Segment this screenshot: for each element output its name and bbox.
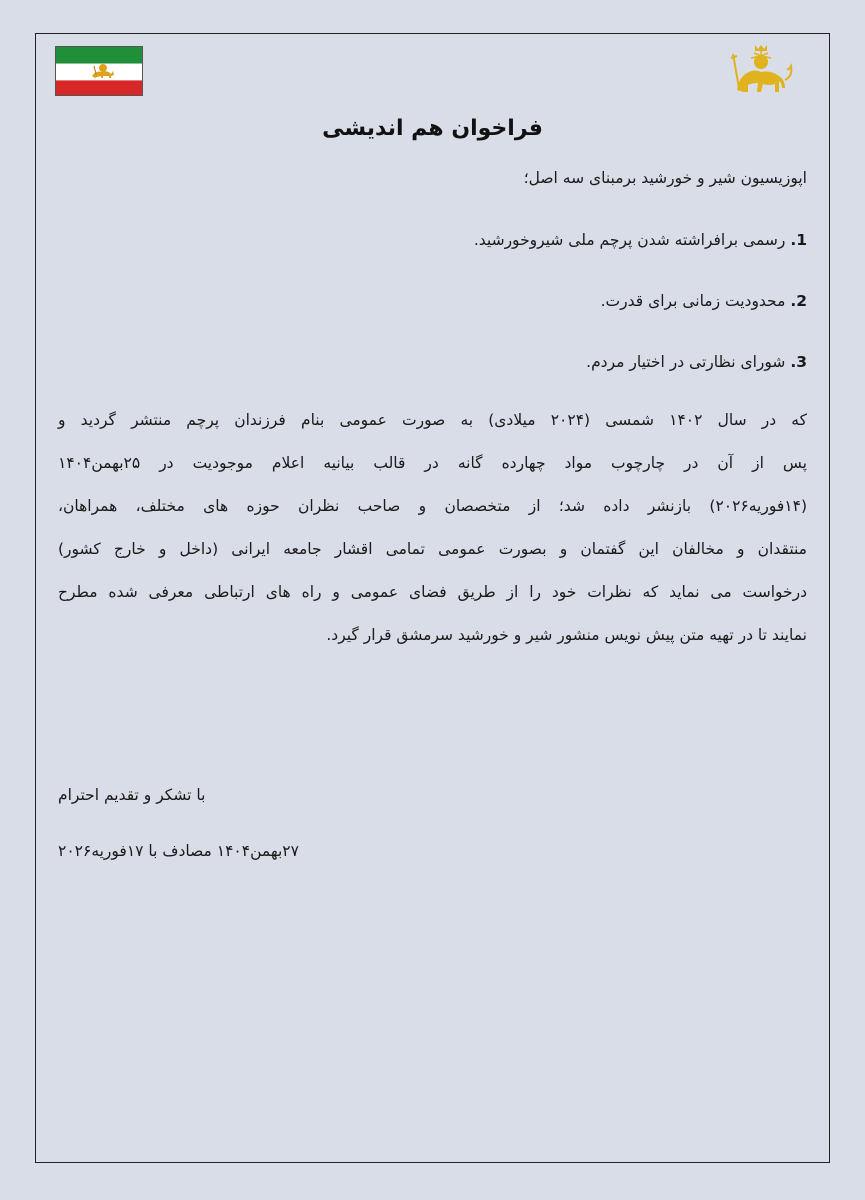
- document-page: [35, 33, 830, 1163]
- paragraph-line-6: نمایند تا در تهیه متن پیش نویس منشور شیر و خورشید سرمشق قرار گیرد.: [326, 626, 807, 644]
- paragraph-line-4: منتقدان و مخالفان این گفتمان و بصورت عمومی تمامی اقشار جامعه ایرانی (داخل و خارج کشور): [58, 540, 807, 558]
- principle-2-text: محدودیت زمانی برای قدرت.: [600, 292, 786, 310]
- date-line: ۲۷بهمن۱۴۰۴ مصادف با ۱۷فوریه۲۰۲۶: [58, 842, 299, 860]
- principle-1-number: 1.: [790, 231, 807, 249]
- paragraph-line-5: درخواست می نماید که نظرات خود را از طریق فضای عمومی و راه های ارتباطی معرفی شده مطرح: [58, 583, 807, 601]
- lion-and-sun-emblem-icon: [723, 42, 795, 102]
- paragraph-line-2: پس از آن در چارچوب مواد چهارده گانه در قالب بیانیه اعلام موجودیت در ۲۵بهمن۱۴۰۴: [58, 454, 807, 472]
- principle-3-text: شورای نظارتی در اختیار مردم.: [586, 353, 786, 371]
- principle-2-number: 2.: [790, 292, 807, 310]
- principle-2: [58, 290, 807, 312]
- document-title: فراخوان هم اندیشی: [322, 116, 543, 141]
- principle-1: [58, 229, 807, 251]
- principle-1-text: رسمی برافراشته شدن پرچم ملی شیروخورشید.: [473, 231, 786, 249]
- principle-3: [58, 351, 807, 373]
- iran-lion-sun-flag-icon: [55, 46, 143, 96]
- principle-3-number: 3.: [790, 353, 807, 371]
- paragraph-line-3: (۱۴فوریه۲۰۲۶) بازنشر داده شد؛ از متخصصان و صاحب نظران حوزه های مختلف، همراهان،: [58, 497, 807, 515]
- main-paragraph: [58, 399, 807, 657]
- paragraph-line-1: که در سال ۱۴۰۲ شمسی (۲۰۲۴ میلادی) به صورت عمومی بنام فرزندان پرچم منتشر گردید و: [58, 411, 807, 429]
- intro-line: اپوزیسیون شیر و خورشید برمبنای سه اصل؛: [523, 169, 807, 187]
- document-body: [58, 167, 807, 657]
- closing-line: با تشکر و تقدیم احترام: [58, 786, 206, 804]
